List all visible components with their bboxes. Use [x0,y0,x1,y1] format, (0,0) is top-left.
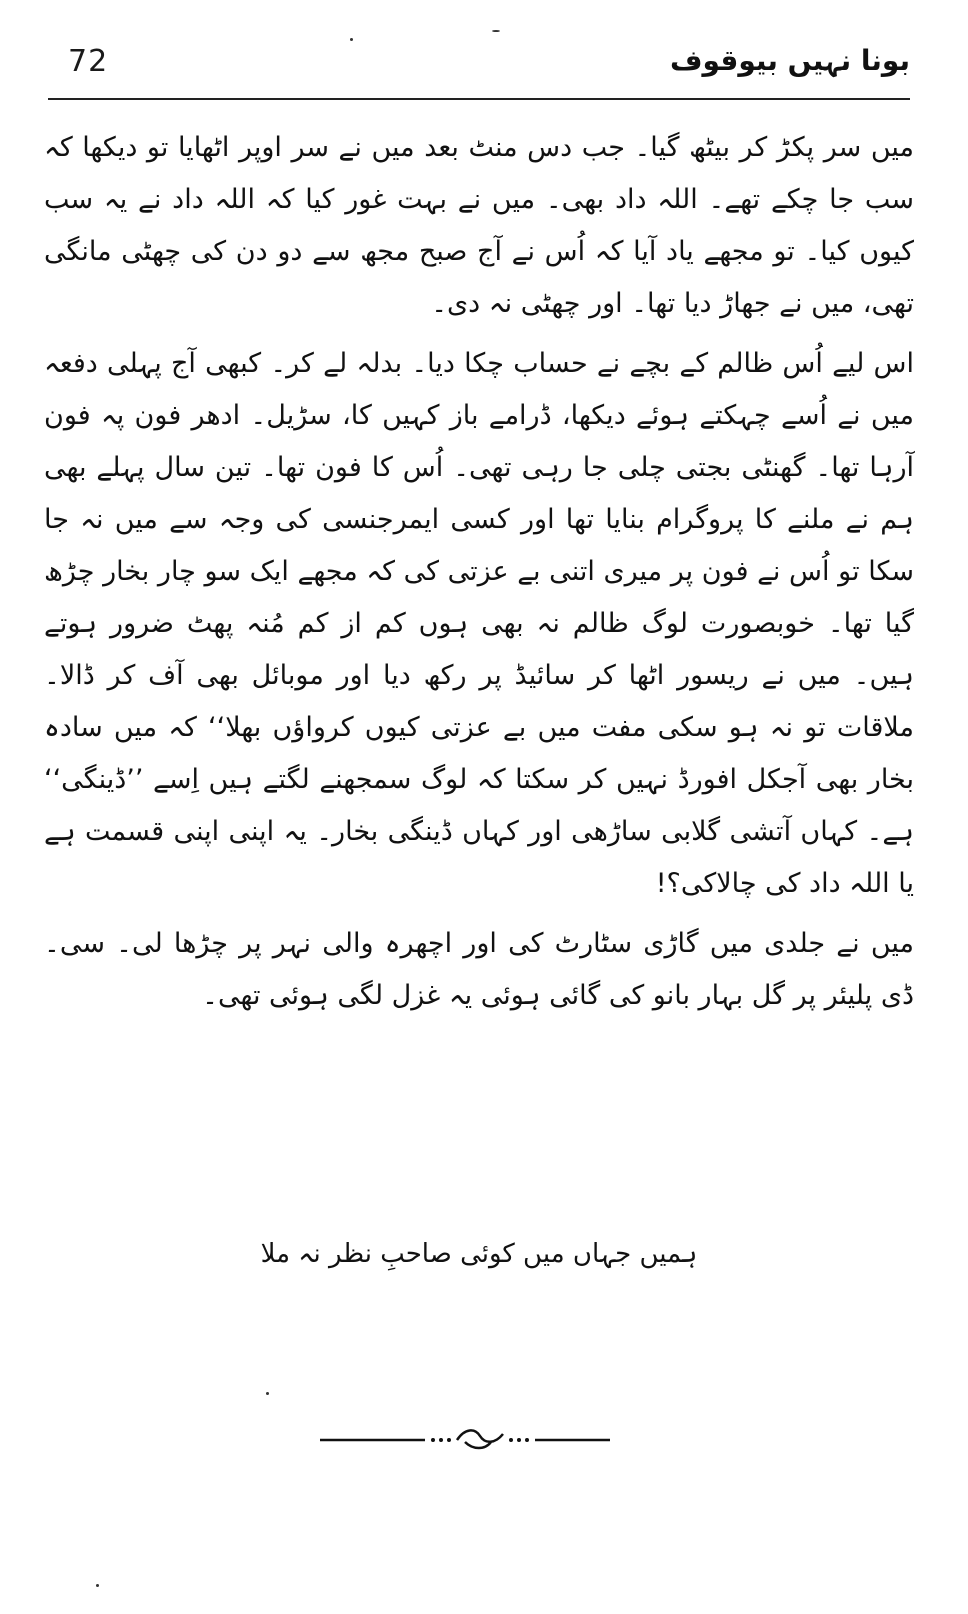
ornament-center-flourish [457,1430,503,1448]
verse-line: ہمیں جہاں میں کوئی صاحبِ نظر نہ ملا [260,1239,698,1269]
ornament-dot [447,1438,451,1442]
paragraph: میں نے جلدی میں گاڑی سٹارٹ کی اور اچھرہ والی نہر پر چڑھا لی۔ سی۔ ڈی پلیئر پر گل بہار بانو کی گائی ہوئی یہ غزل لگی ہوئی تھی۔ [44,928,914,1011]
paragraph: میں سر پکڑ کر بیٹھ گیا۔ جب دس منٹ بعد میں نے سر اوپر اٹھایا تو دیکھا کہ سب جا چکے تھے۔ اللہ داد بھی۔ میں نے بہت غور کیا کہ اللہ داد نے یہ سب کیوں کیا۔ تو مجھے یاد آیا کہ اُس نے آج صبح مجھ سے دو دن کی چھٹی مانگی تھی، میں نے جھاڑ دیا تھا۔ اور چھٹی نہ دی۔ [44,132,914,319]
print-speck [492,30,500,32]
ornament-dot [517,1438,521,1442]
print-speck [350,38,353,41]
print-speck [266,1392,269,1395]
paragraph: اس لیے اُس ظالم کے بچے نے حساب چکا دیا۔ بدلہ لے کر۔ کبھی آج پہلی دفعہ میں نے اُسے چہکتے ہوئے دیکھا، ڈرامے باز کہیں کا، سڑیل۔ ادھر فون پہ فون آرہا تھا۔ گھنٹی بجتی چلی جا رہی تھی۔ اُس کا فون تھا۔ تین سال پہلے بھی ہم نے ملنے کا پروگرام بنایا تھا اور کسی ایمرجنسی کی وجہ سے میں نہ جا سکا تو اُس نے فون پر میری اتنی بے عزتی کی کہ مجھے ایک سو چار بخار چڑھ گیا تھا۔ خوبصورت لوگ ظالم نہ بھی ہوں کم از کم مُنہ پھٹ ضرور ہوتے ہیں۔ میں نے ریسور اٹھا کر سائیڈ پر رکھ دیا اور موبائل بھی آف کر ڈالا۔ ملاقات تو نہ ہو سکی مفت میں بے عزتی کیوں کرواؤں بھلا‘‘ کہ میں سادہ بخار بھی آجکل افورڈ نہیں کر سکتا کہ لوگ سمجھنے لگتے ہیں اِسے ’’ڈینگی‘‘ ہے۔ کہاں آتشی گلابی ساڑھی اور کہاں ڈینگی بخار۔ یہ اپنی اپنی قسمت ہے یا اللہ داد کی چالاکی؟! [44,348,914,899]
running-title: بونا نہیں بیوقوف [669,44,910,77]
page-header [48,40,910,98]
print-speck [96,1584,99,1587]
body-text [44,122,914,1030]
header-divider [48,98,910,100]
ornament-dot [431,1438,435,1442]
ornament-dot [439,1438,443,1442]
page-number: 72 [68,44,109,79]
section-divider-ornament [315,1420,615,1460]
ornament-dot [525,1438,529,1442]
ornament-dot [509,1438,513,1442]
